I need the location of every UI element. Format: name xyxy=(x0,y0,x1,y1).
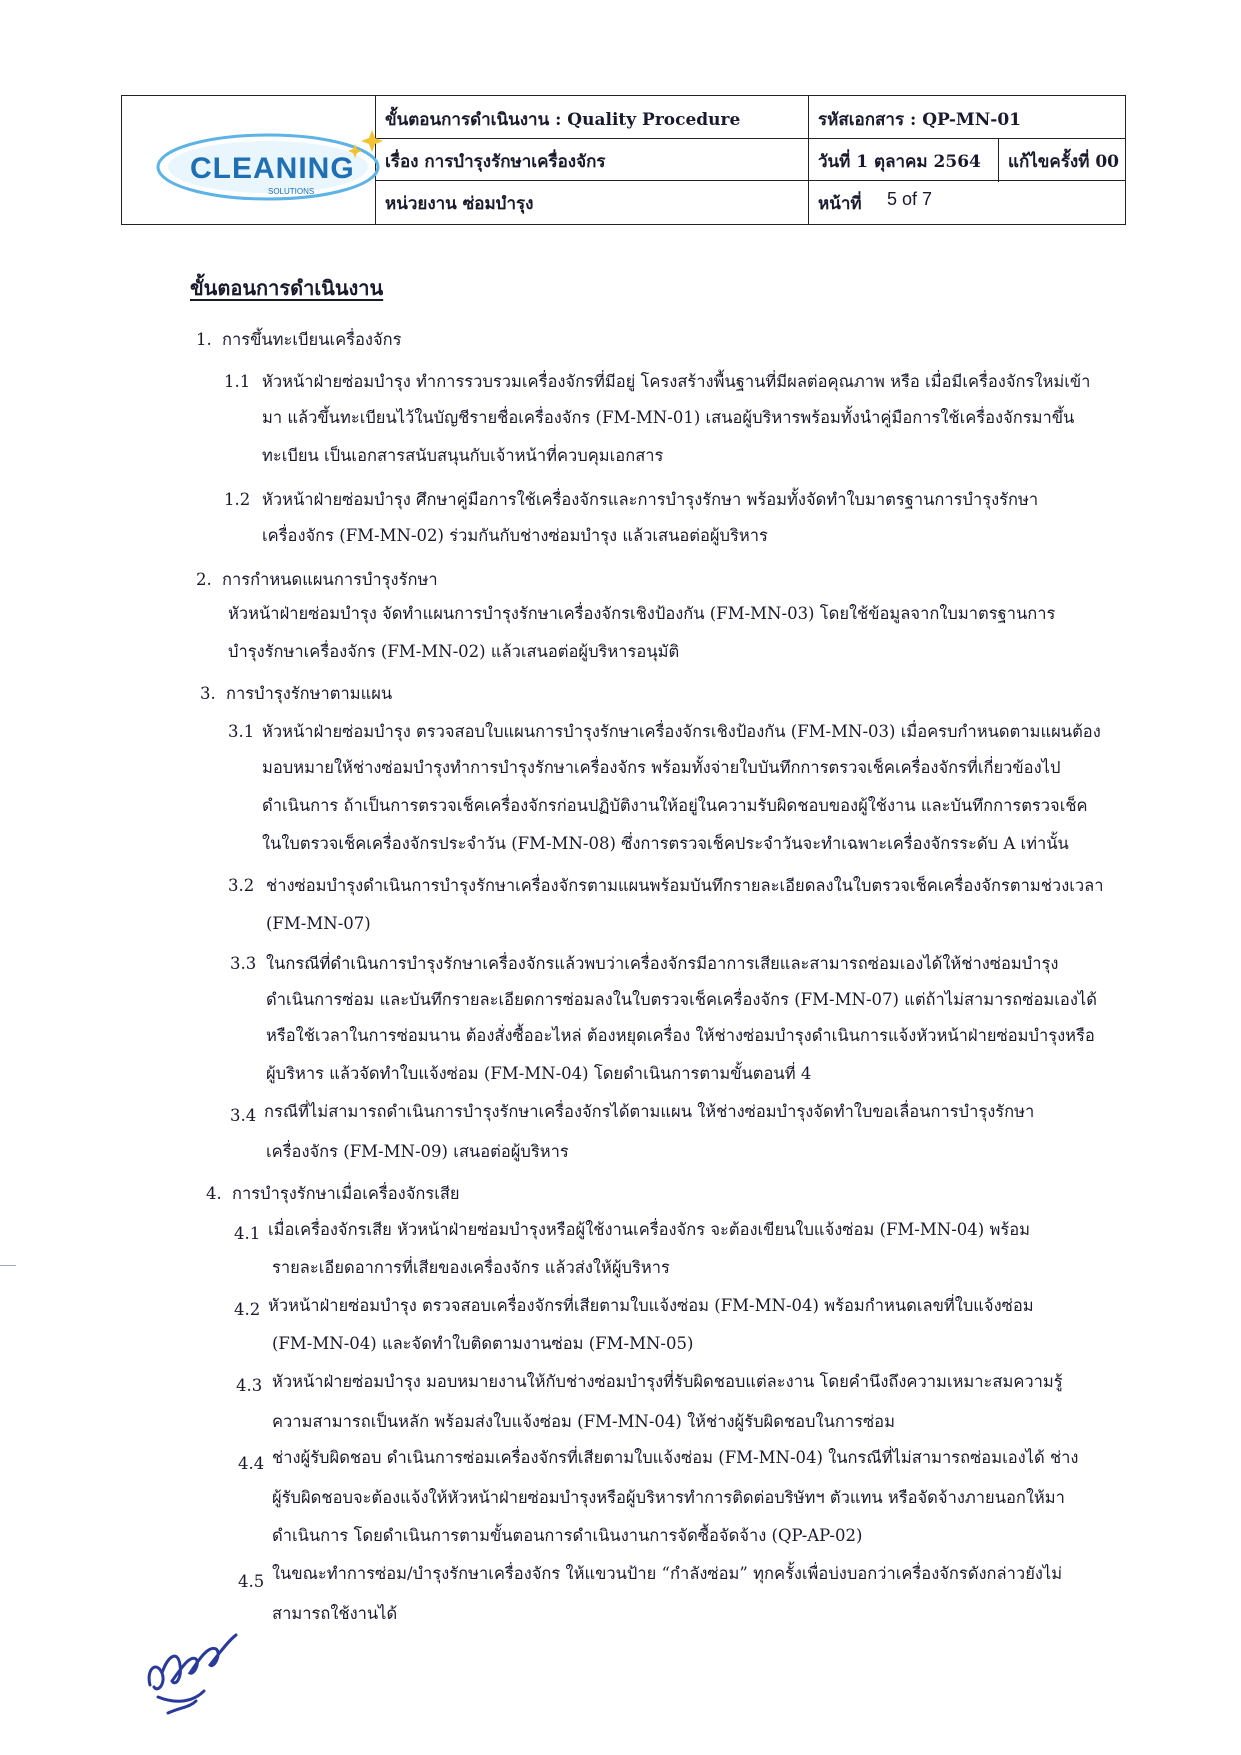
cleaning-solutions-logo xyxy=(150,122,410,202)
item-3-4-line: เครื่องจักร (FM-MN-09) เสนอต่อผู้บริหาร xyxy=(266,1142,569,1161)
item-3-2-line: ช่างซ่อมบำรุงดำเนินการบำรุงรักษาเครื่องจักรตามแผนพร้อมบันทึกรายละเอียดลงในใบตรวจเช็คเครื่องจักรตามช่วงเวลา xyxy=(266,876,1104,895)
item-3-1-number: 3.1 xyxy=(228,722,255,741)
item-3-4-line: กรณีที่ไม่สามารถดำเนินการบำรุงรักษาเครื่องจักรได้ตามแผน ให้ช่างซ่อมบำรุงจัดทำใบขอเลื่อนการบำรุงรักษา xyxy=(264,1102,1035,1121)
item-4-2-line: หัวหน้าฝ่ายซ่อมบำรุง ตรวจสอบเครื่องจักรที่เสียตามใบแจ้งซ่อม (FM-MN-04) พร้อมกำหนดเลขที่ใบแจ้งซ่อม xyxy=(268,1296,1034,1315)
procedure-type: ขั้นตอนการดำเนินงาน : Quality Procedure xyxy=(385,110,741,130)
section-1-number: 1. xyxy=(196,330,212,349)
item-3-1-line: มอบหมายให้ช่างซ่อมบำรุงทำการบำรุงรักษาเครื่องจักร พร้อมทั้งจ่ายใบบันทึกการตรวจเช็คเครื่องจักรที่เกี่ยวข้องไป xyxy=(262,758,1061,777)
department: หน่วยงาน ซ่อมบำรุง xyxy=(385,194,534,214)
item-3-1-line: หัวหน้าฝ่ายซ่อมบำรุง ตรวจสอบใบแผนการบำรุงรักษาเครื่องจักรเชิงป้องกัน (FM-MN-03) เมื่อครบกำหนดตามแผนต้อง xyxy=(262,722,1101,741)
section-2-line: หัวหน้าฝ่ายซ่อมบำรุง จัดทำแผนการบำรุงรักษาเครื่องจักรเชิงป้องกัน (FM-MN-03) โดยใช้ข้อมูลจากใบมาตรฐานการ xyxy=(228,604,1056,623)
page-label: หน้าที่ xyxy=(818,194,862,214)
item-4-4-line: ช่างผู้รับผิดชอบ ดำเนินการซ่อมเครื่องจักรที่เสียตามใบแจ้งซ่อม (FM-MN-04) ในกรณีที่ไม่สามารถซ่อมเองได้ ช่าง xyxy=(272,1448,1079,1467)
item-4-4-line: ดำเนินการ โดยดำเนินการตามขั้นตอนการดำเนินงานการจัดซื้อจัดจ้าง (QP-AP-02) xyxy=(272,1526,863,1545)
item-3-2-number: 3.2 xyxy=(228,876,255,895)
item-4-4-number: 4.4 xyxy=(238,1454,265,1473)
section-3-heading: การบำรุงรักษาตามแผน xyxy=(226,684,393,703)
section-2-number: 2. xyxy=(196,570,212,589)
item-1-2-line: หัวหน้าฝ่ายซ่อมบำรุง ศึกษาคู่มือการใช้เครื่องจักรและการบำรุงรักษา พร้อมทั้งจัดทำใบมาตรฐานการบำรุงรักษา xyxy=(262,490,1039,509)
section-4-heading: การบำรุงรักษาเมื่อเครื่องจักรเสีย xyxy=(232,1184,460,1203)
effective-date: วันที่ 1 ตุลาคม 2564 xyxy=(818,152,981,172)
page-title: ขั้นตอนการดำเนินงาน xyxy=(190,276,384,300)
item-4-2-line: (FM-MN-04) และจัดทำใบติดตามงานซ่อม (FM-MN-05) xyxy=(272,1334,694,1353)
item-1-1-line: ทะเบียน เป็นเอกสารสนับสนุนกับเจ้าหน้าที่ควบคุมเอกสาร xyxy=(262,446,664,465)
item-4-5-line: ในขณะทำการซ่อม/บำรุงรักษาเครื่องจักร ให้แขวนป้าย “กำลังซ่อม” ทุกครั้งเพื่อบ่งบอกว่าเครื่องจักรดังกล่าวยังไม่ xyxy=(272,1564,1063,1583)
item-1-1-line: หัวหน้าฝ่ายซ่อมบำรุง ทำการรวบรวมเครื่องจักรที่มีอยู่ โครงสร้างพื้นฐานที่มีผลต่อคุณภาพ หรือ เมื่อมีเครื่องจักรใหม่เข้า xyxy=(262,372,1091,391)
item-3-3-line: ผู้บริหาร แล้วจัดทำใบแจ้งซ่อม (FM-MN-04) โดยดำเนินการตามขั้นตอนที่ 4 xyxy=(266,1064,812,1083)
document-subject: เรื่อง การบำรุงรักษาเครื่องจักร xyxy=(385,152,606,172)
section-2-heading: การกำหนดแผนการบำรุงรักษา xyxy=(222,570,438,589)
item-3-3-line: ในกรณีที่ดำเนินการบำรุงรักษาเครื่องจักรแล้วพบว่าเครื่องจักรมีอาการเสียและสามารถซ่อมเองได้ให้ช่างซ่อมบำรุง xyxy=(266,954,1059,973)
svg-text:SOLUTIONS: SOLUTIONS xyxy=(268,187,315,196)
document-code: รหัสเอกสาร : QP-MN-01 xyxy=(818,110,1021,130)
item-3-2-line: (FM-MN-07) xyxy=(266,914,371,933)
item-4-4-line: ผู้รับผิดชอบจะต้องแจ้งให้หัวหน้าฝ่ายซ่อมบำรุงหรือผู้บริหารทำการติดต่อบริษัทฯ ตัวแทน หรือจัดจ้างภายนอกให้มา xyxy=(272,1488,1065,1507)
item-3-3-number: 3.3 xyxy=(230,954,257,973)
revision-number: แก้ไขครั้งที่ 00 xyxy=(1008,152,1120,172)
item-3-4-number: 3.4 xyxy=(230,1106,257,1125)
page-number: 5 of 7 xyxy=(887,189,933,209)
item-3-1-line: ดำเนินการ ถ้าเป็นการตรวจเช็คเครื่องจักรก่อนปฏิบัติงานให้อยู่ในความรับผิดชอบของผู้ใช้งาน และบันทึกการตรวจเช็ค xyxy=(262,796,1088,815)
handwritten-signature xyxy=(138,1615,248,1720)
item-1-1-number: 1.1 xyxy=(224,372,251,391)
item-4-3-line: ความสามารถเป็นหลัก พร้อมส่งใบแจ้งซ่อม (FM-MN-04) ให้ช่างผู้รับผิดชอบในการซ่อม xyxy=(272,1412,895,1431)
item-4-3-number: 4.3 xyxy=(236,1376,263,1395)
section-3-number: 3. xyxy=(200,684,216,703)
item-4-5-line: สามารถใช้งานได้ xyxy=(272,1604,398,1623)
svg-text:CLEANING: CLEANING xyxy=(190,152,355,185)
scan-edge-mark xyxy=(0,1265,16,1266)
item-1-1-line: มา แล้วขึ้นทะเบียนไว้ในบัญชีรายชื่อเครื่องจักร (FM-MN-01) เสนอผู้บริหารพร้อมทั้งนำคู่มือการใช้เครื่องจักรมาขึ้น xyxy=(262,408,1075,427)
item-4-2-number: 4.2 xyxy=(234,1300,261,1319)
document-header-table xyxy=(121,95,1126,225)
item-4-1-number: 4.1 xyxy=(234,1224,261,1243)
item-4-1-line: รายละเอียดอาการที่เสียของเครื่องจักร แล้วส่งให้ผู้บริหาร xyxy=(272,1258,670,1277)
section-2-line: บำรุงรักษาเครื่องจักร (FM-MN-02) แล้วเสนอต่อผู้บริหารอนุมัติ xyxy=(228,642,680,661)
section-4-number: 4. xyxy=(206,1184,222,1203)
item-4-1-line: เมื่อเครื่องจักรเสีย หัวหน้าฝ่ายซ่อมบำรุงหรือผู้ใช้งานเครื่องจักร จะต้องเขียนใบแจ้งซ่อม (FM-MN-04) พร้อม xyxy=(268,1220,1030,1239)
item-3-3-line: หรือใช้เวลาในการซ่อมนาน ต้องสั่งซื้ออะไหล่ ต้องหยุดเครื่อง ให้ช่างซ่อมบำรุงดำเนินการแจ้งหัวหน้าฝ่ายซ่อมบำรุงหรือ xyxy=(266,1026,1095,1045)
item-3-1-line: ในใบตรวจเช็คเครื่องจักรประจำวัน (FM-MN-08) ซึ่งการตรวจเช็คประจำวันจะทำเฉพาะเครื่องจักรระดับ A เท่านั้น xyxy=(262,834,1069,853)
item-3-3-line: ดำเนินการซ่อม และบันทึกรายละเอียดการซ่อมลงในใบตรวจเช็คเครื่องจักร (FM-MN-07) แต่ถ้าไม่สามารถซ่อมเองได้ xyxy=(266,990,1097,1009)
item-1-2-line: เครื่องจักร (FM-MN-02) ร่วมกันกับช่างซ่อมบำรุง แล้วเสนอต่อผู้บริหาร xyxy=(262,526,768,545)
item-1-2-number: 1.2 xyxy=(224,490,251,509)
section-1-heading: การขึ้นทะเบียนเครื่องจักร xyxy=(222,330,402,349)
item-4-5-number: 4.5 xyxy=(238,1572,265,1591)
item-4-3-line: หัวหน้าฝ่ายซ่อมบำรุง มอบหมายงานให้กับช่างซ่อมบำรุงที่รับผิดชอบแต่ละงาน โดยคำนึงถึงความเหมาะสมความรู้ xyxy=(272,1372,1063,1391)
